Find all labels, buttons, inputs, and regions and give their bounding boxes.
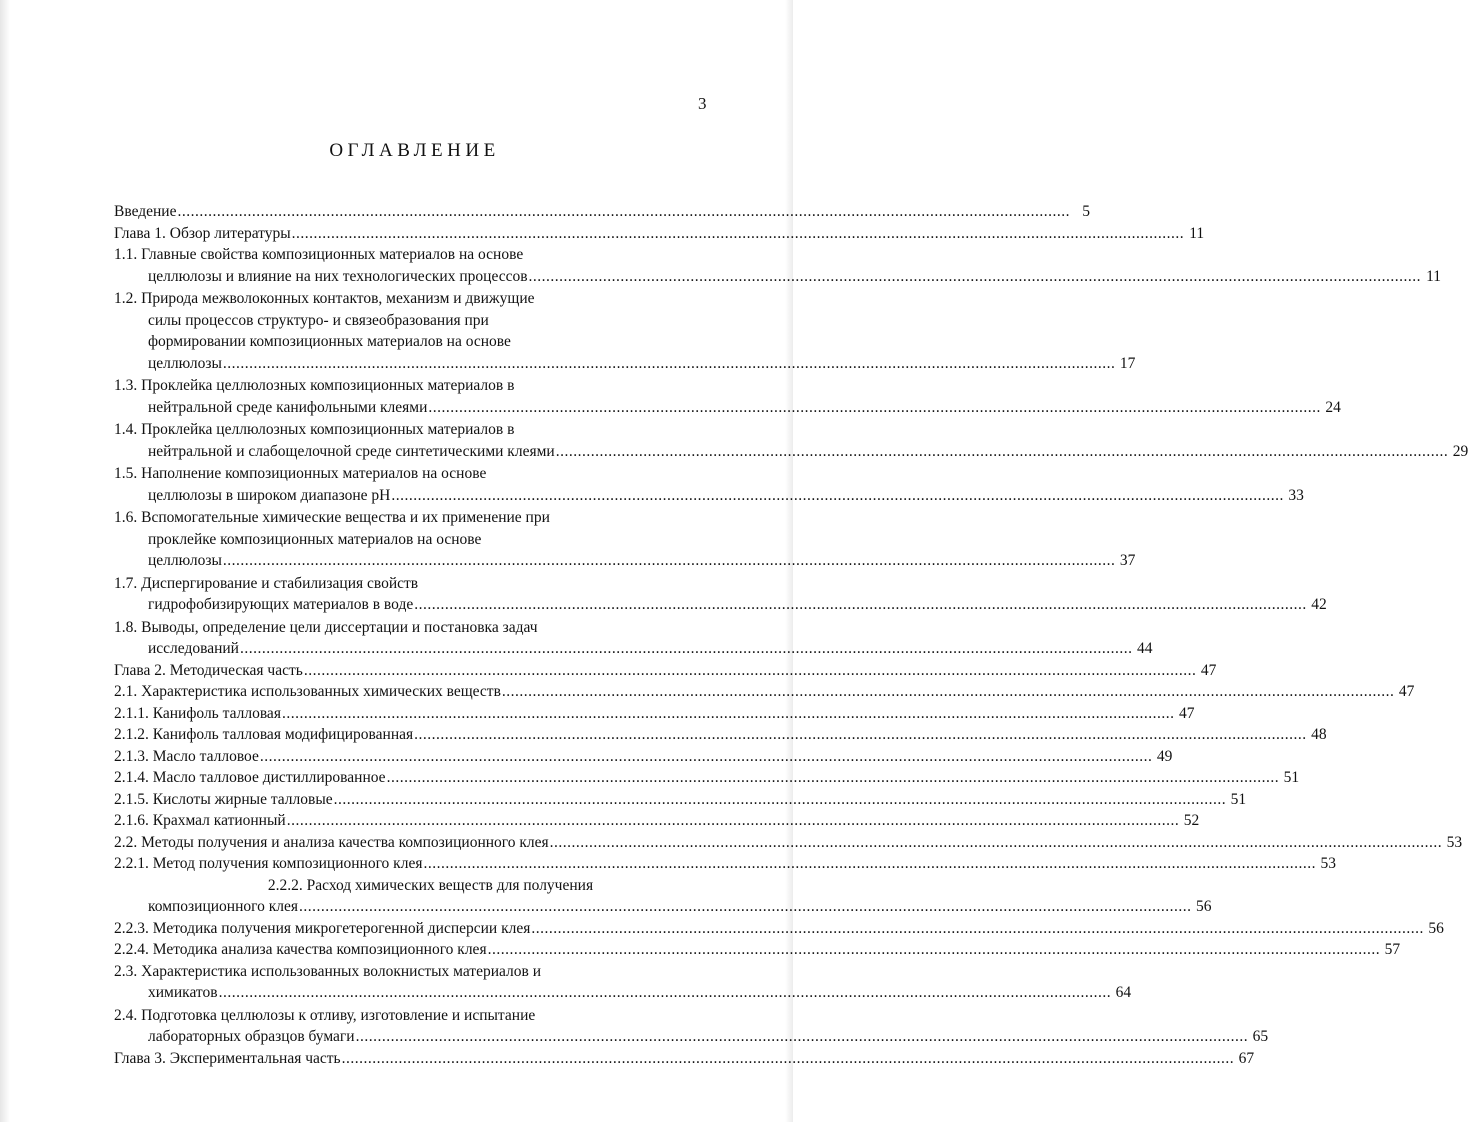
toc-entry-text: 2.3. Характеристика использованных волокнистых материалов и [114, 962, 541, 980]
toc-entry-text: 2.4. Подготовка целлюлозы к отливу, изготовление и испытание [114, 1006, 536, 1024]
toc-entry [114, 1048, 1255, 1070]
leader-dots: ............................................................................................................................................................................................................ [303, 661, 1197, 679]
toc-page-number: 47 [1178, 704, 1195, 722]
toc-page-number: 53 [1320, 855, 1336, 872]
toc-entry-text: Введение [114, 203, 177, 220]
toc-entry [114, 982, 1132, 1004]
toc-entry-text: 1.1. Главные свойства композиционных материалов на основе [114, 246, 524, 263]
toc-entry [114, 724, 1327, 746]
toc-entry-text: формировании композиционных материалов на основе [148, 333, 511, 350]
toc-page-number: 51 [1283, 769, 1300, 786]
leader-dots: ............................................................................................................................................................................................................ [218, 984, 1112, 1001]
toc-entry [114, 550, 1136, 572]
toc-page-number: 53 [1446, 833, 1463, 851]
toc-page-number: 37 [1119, 552, 1136, 569]
toc-page-number: 48 [1311, 726, 1327, 743]
toc-page-number: 51 [1230, 790, 1247, 808]
toc-entry [114, 397, 1341, 419]
leader-dots: ............................................................................................................................................................................................................ [501, 683, 1395, 700]
leader-dots: ............................................................................................................................................................................................................ [222, 552, 1116, 569]
toc-entry [114, 853, 1336, 875]
toc-entry [114, 939, 1401, 961]
toc-entry-text: гидрофобизирующих материалов в воде [148, 596, 414, 613]
leader-dots: ............................................................................................................................................................................................................ [239, 640, 1133, 657]
leader-dots: ............................................................................................................................................................................................................ [177, 203, 1070, 220]
toc-entry-text: 2.2.1. Метод получения композиционного клея [114, 855, 423, 872]
leader-dots: ............................................................................................................................................................................................................ [423, 855, 1316, 872]
page-title: ОГЛАВЛЕНИЕ [329, 140, 500, 161]
toc-entry [114, 746, 1173, 768]
toc-entry [114, 681, 1415, 703]
toc-entry-text: целлюлозы [148, 354, 222, 372]
leader-dots: ............................................................................................................................................................................................................ [291, 224, 1185, 242]
leader-dots: ............................................................................................................................................................................................................ [391, 486, 1284, 504]
leader-dots: ............................................................................................................................................................................................................ [355, 1028, 1249, 1045]
toc-entry-text: целлюлозы и влияние на них технологических процессов [148, 267, 528, 285]
toc-page-number: 5 [1082, 203, 1090, 220]
toc-page-number: 47 [1200, 661, 1217, 679]
toc-entry [114, 266, 1442, 288]
toc-page-number: 65 [1252, 1028, 1269, 1045]
toc-entry-text: 2.1.6. Крахмал катионный [114, 812, 286, 829]
toc-entry-text: 2.2.4. Методика анализа качества композиционного клея [114, 941, 487, 958]
toc-entry-text: нейтральной и слабощелочной среде синтетическими клеями [148, 442, 555, 460]
toc-entry-text: 2.1.1. Канифоль талловая [114, 704, 281, 722]
toc-entry-text: 2.2.3. Методика получения микрогетерогенной дисперсии клея [114, 919, 531, 937]
toc-entry [114, 896, 1212, 918]
toc-entry-text: 1.7. Диспергирование и стабилизация свойств [114, 574, 419, 592]
toc-entry-text: 1.5. Наполнение композиционных материалов на основе [114, 465, 487, 482]
toc-page-number: 44 [1136, 640, 1153, 657]
toc-entry-text: композиционного клея [148, 898, 299, 915]
leader-dots: ............................................................................................................................................................................................................ [386, 769, 1280, 786]
toc-entry [114, 767, 1300, 789]
toc-entry [114, 201, 1090, 223]
toc-entry-text: Глава 1. Обзор литературы [114, 224, 291, 242]
leader-dots: ............................................................................................................................................................................................................ [222, 354, 1116, 372]
leader-dots: ............................................................................................................................................................................................................ [555, 442, 1449, 460]
toc-entry-text: Глава 3. Экспериментальная часть [114, 1049, 341, 1067]
toc-entry-text: целлюлозы в широком диапазоне pH [148, 486, 391, 504]
toc-entry [114, 441, 1468, 463]
toc-entry [114, 1026, 1269, 1048]
leader-dots: ............................................................................................................................................................................................................ [528, 267, 1422, 285]
toc-page-number: 11 [1426, 267, 1442, 285]
toc-entry-text: 2.2. Методы получения и анализа качества композиционного клея [114, 833, 549, 851]
toc-page-number: 57 [1384, 941, 1401, 958]
toc-page-number: 56 [1428, 919, 1444, 937]
toc-page-number: 33 [1288, 486, 1304, 504]
scan-edge-left [0, 0, 10, 1122]
toc-page-number: 67 [1238, 1049, 1255, 1067]
toc-entry [114, 594, 1327, 616]
toc-entry [114, 789, 1247, 811]
toc-entry-text: исследований [148, 640, 239, 657]
toc-page-number: 29 [1452, 442, 1468, 460]
toc-entry [114, 638, 1153, 660]
leader-dots: ............................................................................................................................................................................................................ [531, 919, 1424, 937]
toc-entry-text: целлюлозы [148, 552, 222, 569]
leader-dots: ............................................................................................................................................................................................................ [414, 726, 1307, 743]
toc-entry-text: 1.4. Проклейка целлюлозных композиционных материалов в [114, 421, 515, 438]
page-number: 3 [698, 94, 707, 113]
leader-dots: ............................................................................................................................................................................................................ [286, 812, 1180, 829]
toc-page-number: 49 [1156, 747, 1173, 765]
leader-dots: ............................................................................................................................................................................................................ [281, 704, 1175, 722]
toc-entry [114, 353, 1136, 375]
leader-dots: ............................................................................................................................................................................................................ [428, 398, 1321, 416]
toc-entry-text: 1.3. Проклейка целлюлозных композиционных материалов в [114, 377, 515, 394]
toc-entry-text: химикатов [148, 984, 218, 1001]
toc-entry-text: 1.8. Выводы, определение цели диссертации и постановка задач [114, 618, 538, 636]
leader-dots: ............................................................................................................................................................................................................ [487, 941, 1381, 958]
toc-entry-text: 2.1.5. Кислоты жирные талловые [114, 790, 333, 808]
toc-entry-text: силы процессов структуро- и связеобразования при [148, 311, 489, 329]
toc-entry [114, 918, 1444, 940]
toc-page-number: 52 [1183, 812, 1200, 829]
toc-entry-text: 2.1.2. Канифоль талловая модифицированная [114, 726, 414, 743]
leader-dots: ............................................................................................................................................................................................................ [299, 898, 1192, 915]
leader-dots: ............................................................................................................................................................................................................ [333, 790, 1227, 808]
toc-entry [114, 660, 1217, 682]
toc-page-number: 47 [1398, 683, 1415, 700]
toc-entry-text: проклейке композиционных материалов на основе [148, 530, 482, 548]
toc-entry-text: лабораторных образцов бумаги [148, 1028, 355, 1045]
leader-dots: ............................................................................................................................................................................................................ [259, 747, 1153, 765]
toc-entry [114, 485, 1304, 507]
toc-entry-text: 2.1. Характеристика использованных химических веществ [114, 683, 501, 700]
toc-page-number: 24 [1325, 398, 1341, 416]
table-of-contents [114, 201, 1468, 1069]
toc-entry [114, 810, 1200, 832]
toc-entry-text: 2.2.2. Расход химических веществ для получения [267, 876, 594, 894]
toc-entry-text: Глава 2. Методическая часть [114, 661, 303, 679]
toc-entry-text: 1.2. Природа межволоконных контактов, механизм и движущие [114, 290, 535, 307]
toc-page-number: 11 [1189, 224, 1205, 242]
toc-entry-text: 2.1.3. Масло талловое [114, 747, 259, 765]
toc-entry-text: нейтральной среде канифольными клеями [148, 398, 428, 416]
leader-dots: ............................................................................................................................................................................................................ [549, 833, 1443, 851]
toc-entry [114, 703, 1195, 725]
toc-entry-text: 1.6. Вспомогательные химические вещества и их применение при [114, 509, 550, 526]
toc-entry [114, 832, 1463, 854]
toc-page-number: 17 [1119, 354, 1136, 372]
leader-dots: ............................................................................................................................................................................................................ [341, 1049, 1235, 1067]
toc-page-number: 56 [1196, 898, 1212, 915]
toc-entry-text: 2.1.4. Масло талловое дистиллированное [114, 769, 386, 786]
toc-entry [114, 223, 1205, 245]
leader-dots: ............................................................................................................................................................................................................ [414, 596, 1307, 613]
toc-page-number: 64 [1115, 984, 1132, 1001]
toc-page-number: 42 [1311, 596, 1327, 613]
